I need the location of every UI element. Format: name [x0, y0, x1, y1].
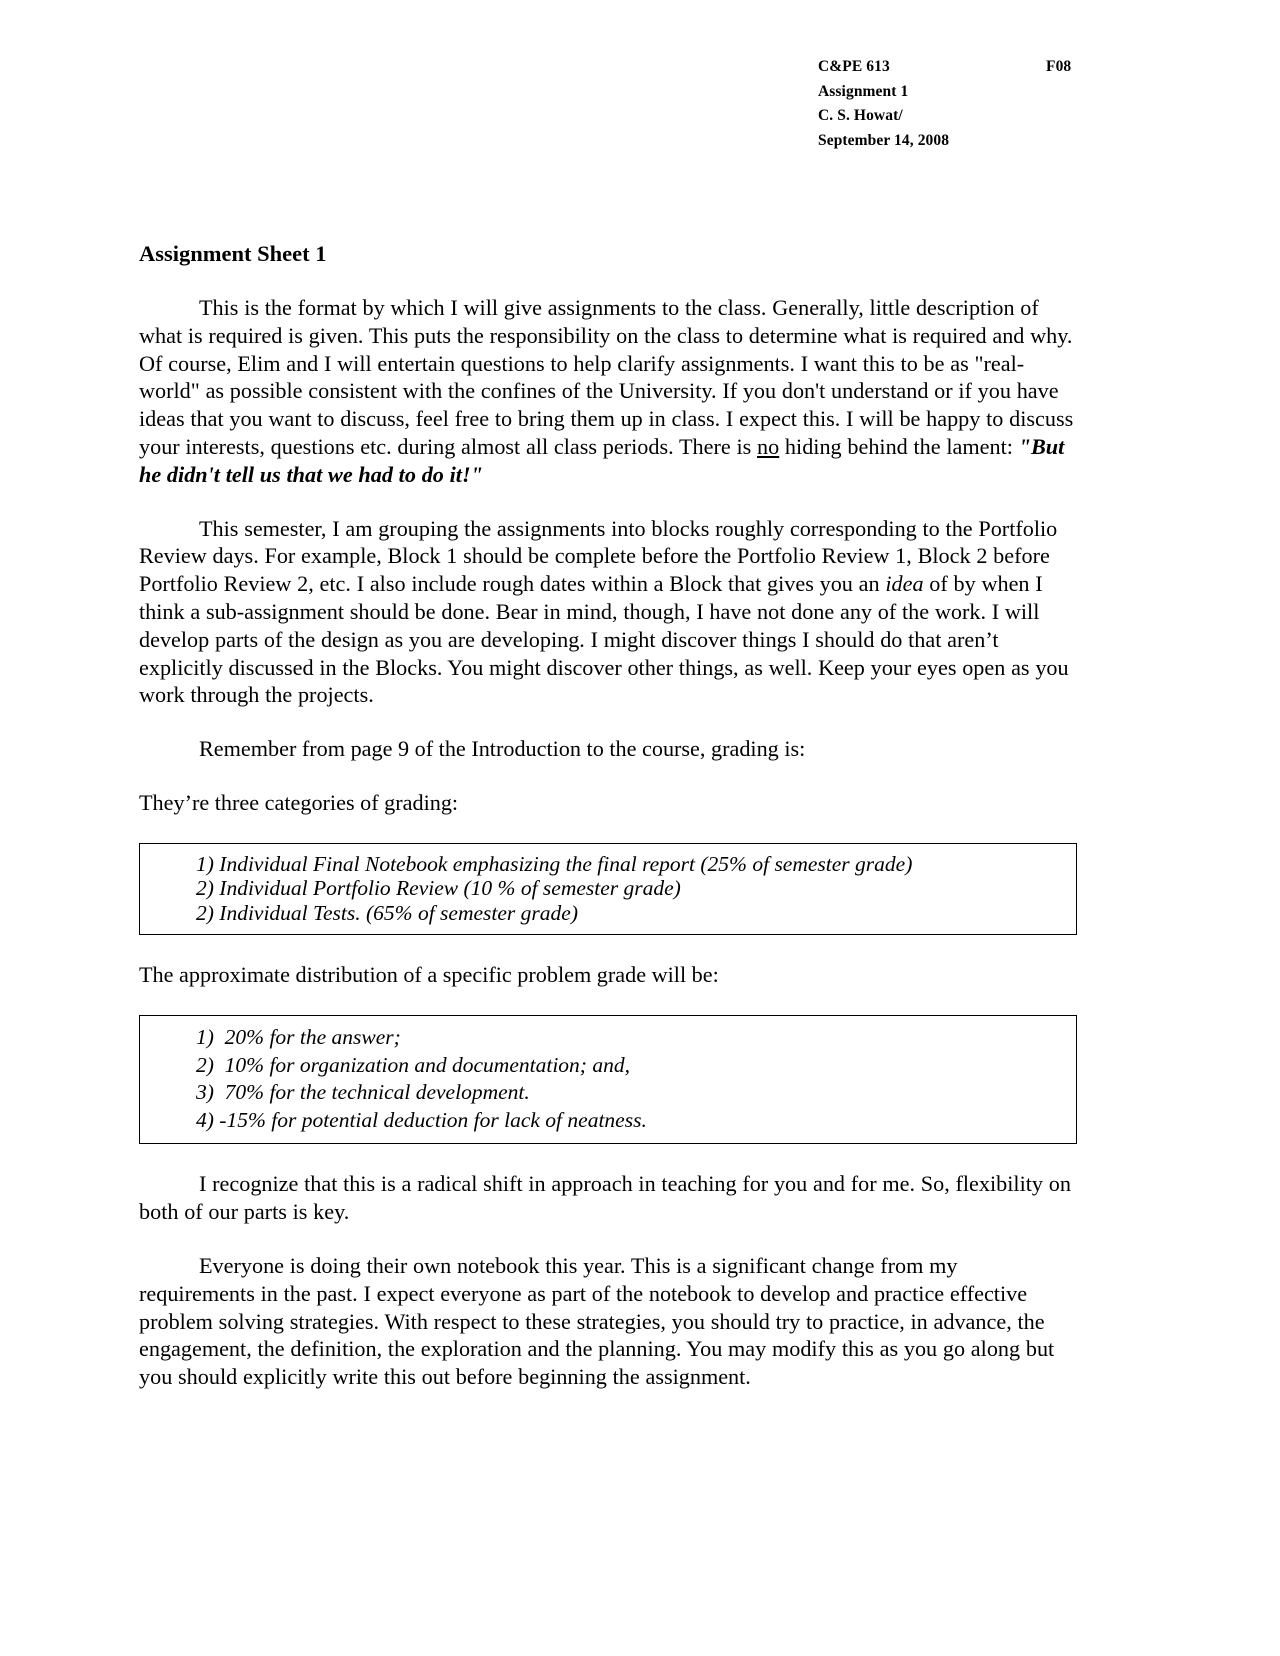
remember-grading-line: Remember from page 9 of the Introduction to the course, grading is: [199, 736, 806, 762]
grade-distribution-item: 3) 70% for the technical development. [196, 1080, 530, 1105]
distribution-lead-line: The approximate distribution of a specific problem grade will be: [139, 962, 719, 988]
paragraph-1-text-b: hiding behind the lament: [779, 433, 1019, 459]
document-body [139, 240, 1077, 1417]
header-assignment: Assignment 1 [818, 82, 909, 100]
grading-category-item: 1) Individual Final Notebook emphasizing the final report (25% of semester grade) [196, 851, 913, 876]
grade-distribution-item: 2) 10% for organization and documentation; and, [196, 1052, 630, 1077]
paragraph-1-emphasized-quote: "But he didn't tell us that we had to do it!" [139, 433, 1065, 487]
paragraph-2-text-b: of by when I think a sub-assignment should be done. Bear in mind, though, I have not done any of the work. I will develop parts of the design as you are developing. I might discover things I should do that aren’t explicitly discussed in the Blocks. You might discover other things, as well. Keep your eyes open as you work through the projects. [139, 571, 1069, 708]
paragraph-2-text-a: This semester, I am grouping the assignments into blocks roughly corresponding to the Portfolio Review days. For example, Block 1 should be complete before the Portfolio Review 1, Block 2 before Portfolio Review 2, etc. I also include rough dates within a Block that gives you an [139, 515, 1058, 597]
paragraph-1-underlined-word: no [757, 433, 780, 459]
page-title: Assignment Sheet 1 [139, 241, 327, 266]
grading-category-item: 2) Individual Portfolio Review (10 % of semester grade) [196, 876, 681, 901]
grading-category-item: 2) Individual Tests. (65% of semester grade) [196, 900, 578, 925]
paragraph-block-structure [139, 515, 1077, 710]
paragraph-2-italic-word: idea [885, 571, 924, 597]
categories-of-grading-line: They’re three categories of grading: [139, 789, 459, 815]
grading-categories-box [139, 843, 1077, 936]
header-term-code: F08 [1046, 58, 1072, 75]
header-course-row [818, 55, 1238, 80]
grade-distribution-item: 4) -15% for potential deduction for lack of neatness. [196, 1107, 647, 1132]
header-date: September 14, 2008 [818, 131, 950, 149]
paragraph-format-overview [139, 294, 1077, 489]
paragraph-notebook-expectations: Everyone is doing their own notebook this year. This is a significant change from my requirements in the past. I expect everyone as part of the notebook to develop and practice effective problem solving strategies. With respect to these strategies, you should try to practice, in advance, the engagement, the definition, the exploration and the planning. You may modify this as you go along but you should explicitly write this out before beginning the assignment. [139, 1253, 1055, 1390]
header-instructor: C. S. Howat/ [818, 107, 903, 124]
grade-distribution-item: 1) 20% for the answer; [196, 1025, 401, 1050]
header-course: C&PE 613 [818, 58, 890, 75]
document-header [818, 55, 1238, 153]
grade-distribution-box [139, 1015, 1077, 1144]
paragraph-1-text-a: This is the format by which I will give assignments to the class. Generally, little description of what is required is given. This puts the responsibility on the class to determine what is required and why. Of course, Elim and I will entertain questions to help clarify assignments. I want this to be as "real-world" as possible consistent with the confines of the University. If you don't understand or if you have ideas that you want to discuss, feel free to bring them up in class. I expect this. I will be happy to discuss your interests, questions etc. during almost all class periods. There is [139, 295, 1074, 459]
paragraph-radical-shift: I recognize that this is a radical shift in approach in teaching for you and for me. So, flexibility on both of our parts is key. [139, 1171, 1071, 1225]
